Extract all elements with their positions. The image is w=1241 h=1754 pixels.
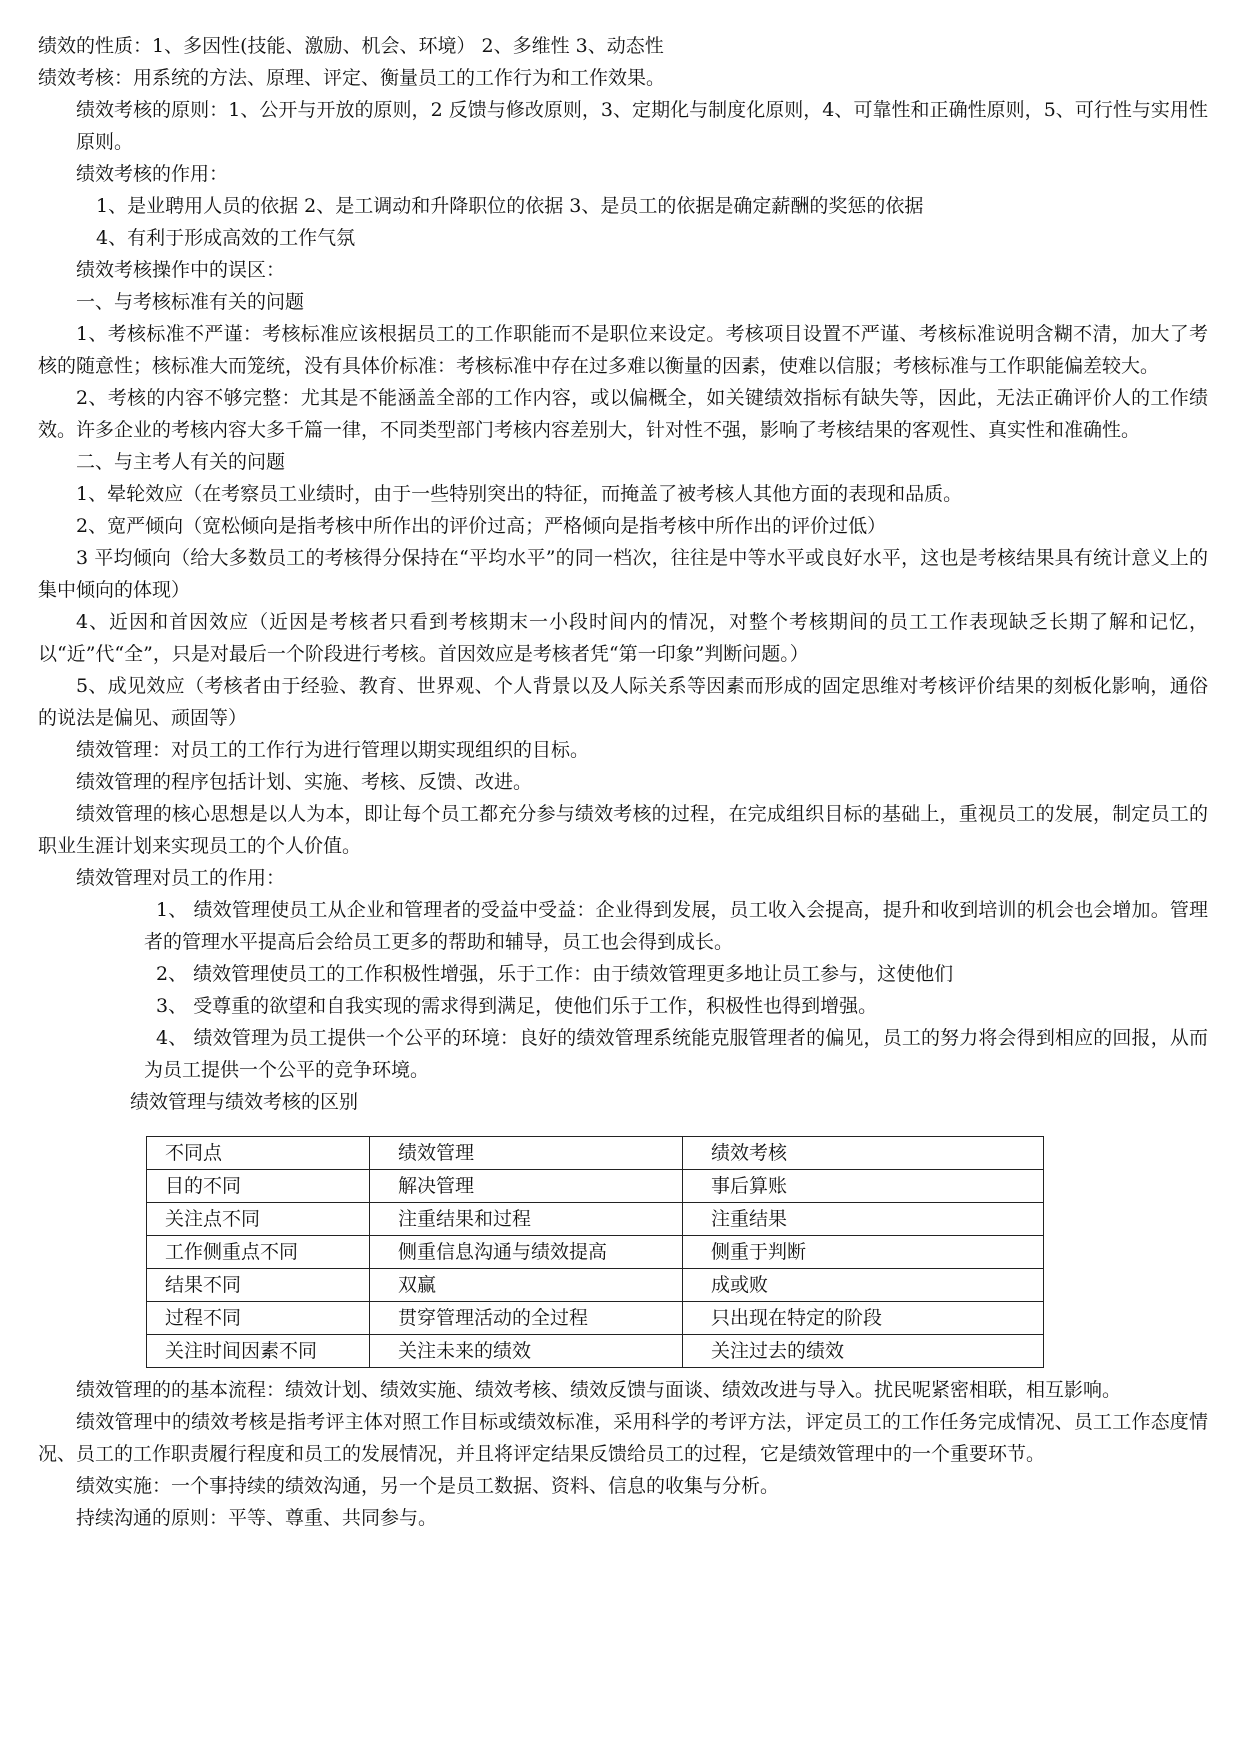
table-cell: 侧重信息沟通与绩效提高 [370, 1236, 683, 1269]
table-row [147, 1137, 1044, 1170]
table-cell: 绩效管理 [370, 1137, 683, 1170]
section-two-heading: 二、与主考人有关的问题 [76, 451, 286, 473]
table-cell: 关注过去的绩效 [683, 1335, 1044, 1368]
effect-item-1: 1、 绩效管理使员工从企业和管理者的受益中受益：企业得到发展，员工收入会提高，提升和收到培训的机会也会增加。管理者的管理水平提高后会给员工更多的帮助和辅导，员工也会得到成长。 [144, 899, 1208, 953]
table-row [147, 1236, 1044, 1269]
pitfall-standard-not-rigorous: 1、考核标准不严谨：考核标准应该根据员工的工作职能而不是职位来设定。考核项目设置不严谨、考核标准说明含糊不清，加大了考核的随意性；核标准大而笼统，没有具体价标准：考核标准中存在过多难以衡量的因素，使难以信服；考核标准与工作职能偏差较大。 [38, 323, 1208, 377]
table-cell: 成或败 [683, 1269, 1044, 1302]
performance-appraisal-definition: 绩效考核：用系统的方法、原理、评定、衡量员工的工作行为和工作效果。 [38, 67, 666, 89]
table-cell: 过程不同 [147, 1302, 370, 1335]
table-caption: 绩效管理与绩效考核的区别 [130, 1091, 359, 1113]
performance-management-definition: 绩效管理：对员工的工作行为进行管理以期实现组织的目标。 [76, 739, 590, 761]
appraisal-in-management: 绩效管理中的绩效考核是指考评主体对照工作目标或绩效标准，采用科学的考评方法，评定员工的工作任务完成情况、员工工作态度情况、员工的工作职责履行程度和员工的发展情况，并且将评定结果反馈给员工的过程，它是绩效管理中的一个重要环节。 [38, 1411, 1208, 1465]
prejudice-effect: 5、成见效应（考核者由于经验、教育、世界观、个人背景以及人际关系等因素而形成的固定思维对考核评价结果的刻板化影响，通俗的说法是偏见、顽固等） [38, 675, 1208, 729]
table-cell: 目的不同 [147, 1170, 370, 1203]
effect-item-3: 3、 受尊重的欲望和自我实现的需求得到满足，使他们乐于工作，积极性也得到增强。 [156, 995, 878, 1017]
appraisal-functions-list-1: 1、是业聘用人员的依据 2、是工调动和升降职位的依据 3、是员工的依据是确定薪酬的奖惩的依据 [96, 195, 924, 217]
table-cell: 贯穿管理活动的全过程 [370, 1302, 683, 1335]
table-row [147, 1269, 1044, 1302]
table-row [147, 1302, 1044, 1335]
effect-item-4: 4、 绩效管理为员工提供一个公平的环境：良好的绩效管理系统能克服管理者的偏见，员工的努力将会得到相应的回报，从而为员工提供一个公平的竞争环境。 [144, 1027, 1208, 1081]
halo-effect: 1、晕轮效应（在考察员工业绩时，由于一些特别突出的特征，而掩盖了被考核人其他方面的表现和品质。 [76, 483, 963, 505]
effects-on-employees-heading: 绩效管理对员工的作用： [76, 867, 286, 889]
table-row [147, 1203, 1044, 1236]
section-one-heading: 一、与考核标准有关的问题 [76, 291, 305, 313]
continuous-communication-principles: 持续沟通的原则：平等、尊重、共同参与。 [76, 1507, 438, 1529]
table-cell: 事后算账 [683, 1170, 1044, 1203]
performance-implementation: 绩效实施：一个事持续的绩效沟通，另一个是员工数据、资料、信息的收集与分析。 [76, 1475, 780, 1497]
performance-management-core-idea: 绩效管理的核心思想是以人为本，即让每个员工都充分参与绩效考核的过程，在完成组织目标的基础上，重视员工的发展，制定员工的职业生涯计划来实现员工的个人价值。 [38, 803, 1208, 857]
table-cell: 只出现在特定的阶段 [683, 1302, 1044, 1335]
table-cell: 关注点不同 [147, 1203, 370, 1236]
performance-management-procedure: 绩效管理的程序包括计划、实施、考核、反馈、改进。 [76, 771, 533, 793]
appraisal-pitfalls-heading: 绩效考核操作中的误区： [76, 259, 286, 281]
table-cell: 不同点 [147, 1137, 370, 1170]
table-cell: 解决管理 [370, 1170, 683, 1203]
central-tendency: 3 平均倾向（给大多数员工的考核得分保持在“平均水平”的同一档次，往往是中等水平或良好水平，这也是考核结果具有统计意义上的集中倾向的体现） [38, 547, 1208, 601]
document-page [38, 30, 1208, 1534]
appraisal-functions-heading: 绩效考核的作用： [76, 163, 229, 185]
table-cell: 双赢 [370, 1269, 683, 1302]
table-cell: 结果不同 [147, 1269, 370, 1302]
table-cell: 注重结果 [683, 1203, 1044, 1236]
performance-nature-line: 绩效的性质：1、多因性(技能、激励、机会、环境） 2、多维性 3、动态性 [38, 35, 664, 57]
leniency-strictness-tendency: 2、宽严倾向（宽松倾向是指考核中所作出的评价过高；严格倾向是指考核中所作出的评价过低） [76, 515, 887, 537]
table-cell: 关注未来的绩效 [370, 1335, 683, 1368]
appraisal-principles [38, 94, 1208, 158]
table-cell: 绩效考核 [683, 1137, 1044, 1170]
effect-item-2: 2、 绩效管理使员工的工作积极性增强，乐于工作：由于绩效管理更多地让员工参与，这使他们 [156, 963, 954, 985]
table-row [147, 1335, 1044, 1368]
table-cell: 关注时间因素不同 [147, 1335, 370, 1368]
table-cell: 工作侧重点不同 [147, 1236, 370, 1269]
table-cell: 侧重于判断 [683, 1236, 1044, 1269]
appraisal-functions-list-2: 4、有利于形成高效的工作气氛 [96, 227, 356, 249]
table-row [147, 1170, 1044, 1203]
appraisal-principles-text: 绩效考核的原则：1、公开与开放的原则，2 反馈与修改原则，3、定期化与制度化原则，4、可靠性和正确性原则，5、可行性与实用性原则。 [76, 99, 1208, 153]
recency-primacy-effect: 4、近因和首因效应（近因是考核者只看到考核期末一小段时间内的情况，对整个考核期间的员工工作表现缺乏长期了解和记忆，以“近”代“全”，只是对最后一个阶段进行考核。首因效应是考核者凭“第一印象”判断问题。） [38, 611, 1208, 665]
table-cell: 注重结果和过程 [370, 1203, 683, 1236]
pitfall-content-incomplete: 2、考核的内容不够完整：尤其是不能涵盖全部的工作内容，或以偏概全，如关键绩效指标有缺失等，因此，无法正确评价人的工作绩效。许多企业的考核内容大多千篇一律，不同类型部门考核内容差别大，针对性不强，影响了考核结果的客观性、真实性和准确性。 [38, 387, 1208, 441]
difference-table [146, 1136, 1044, 1368]
basic-process: 绩效管理的的基本流程：绩效计划、绩效实施、绩效考核、绩效反馈与面谈、绩效改进与导入。扰民呢紧密相联，相互影响。 [76, 1379, 1122, 1401]
